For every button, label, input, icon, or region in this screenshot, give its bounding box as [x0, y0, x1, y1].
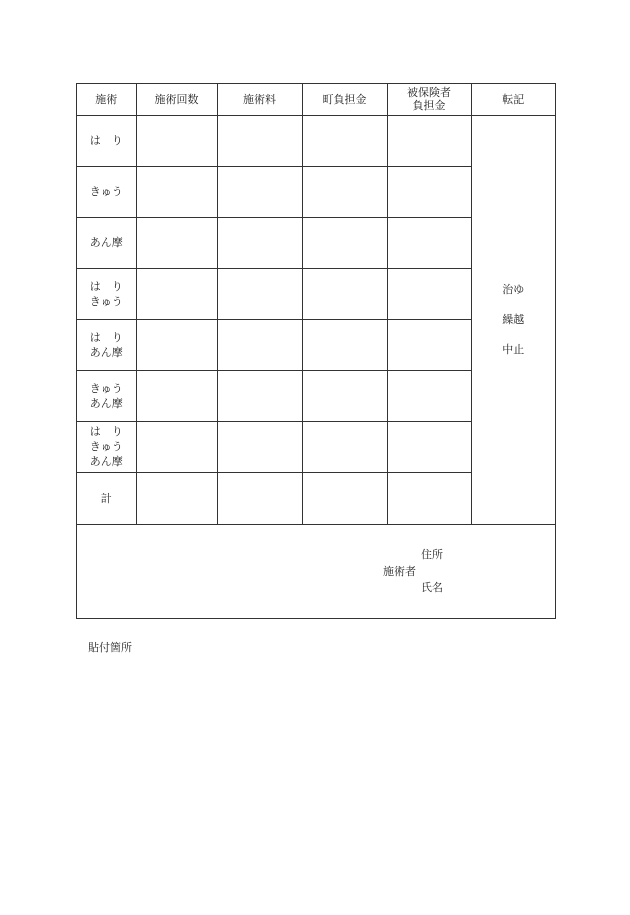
- town-share-cell[interactable]: [302, 421, 387, 472]
- signature-area: [77, 525, 555, 618]
- fee-cell[interactable]: [217, 319, 302, 370]
- fee-cell[interactable]: [217, 268, 302, 319]
- town-share-cell[interactable]: [302, 115, 387, 166]
- count-cell[interactable]: [136, 421, 217, 472]
- insured-share-cell[interactable]: [387, 217, 471, 268]
- remark-discontinued: 中止: [502, 342, 525, 356]
- count-cell[interactable]: [136, 370, 217, 421]
- row-label: は り あん摩: [77, 319, 136, 370]
- remark-carried-over: 繰越: [502, 312, 525, 326]
- count-cell[interactable]: [136, 319, 217, 370]
- table-row: [77, 115, 555, 166]
- insured-share-cell[interactable]: [387, 268, 471, 319]
- address-label: 住所: [421, 548, 443, 561]
- insured-share-cell[interactable]: [387, 115, 471, 166]
- count-cell[interactable]: [136, 115, 217, 166]
- insured-share-cell[interactable]: [387, 166, 471, 217]
- practitioner-label: 施術者: [383, 565, 416, 578]
- remarks-cell: [471, 115, 555, 524]
- table-header-row: [77, 84, 555, 115]
- count-cell[interactable]: [136, 166, 217, 217]
- fee-cell[interactable]: [217, 115, 302, 166]
- remark-cured: 治ゆ: [502, 282, 525, 296]
- name-label: 氏名: [421, 581, 443, 594]
- row-label: は り きゅう あん摩: [77, 421, 136, 472]
- town-share-cell[interactable]: [302, 472, 387, 524]
- treatment-table: [77, 84, 555, 525]
- header-town-share: 町負担金: [302, 84, 387, 115]
- fee-cell[interactable]: [217, 472, 302, 524]
- fee-cell[interactable]: [217, 217, 302, 268]
- insured-share-cell[interactable]: [387, 421, 471, 472]
- row-label: は り: [77, 115, 136, 166]
- total-label: 計: [77, 472, 136, 524]
- row-label: は り きゅう: [77, 268, 136, 319]
- row-label: きゅう: [77, 166, 136, 217]
- treatment-form: [76, 83, 556, 619]
- town-share-cell[interactable]: [302, 370, 387, 421]
- affix-location-label: 貼付箇所: [88, 641, 132, 654]
- town-share-cell[interactable]: [302, 217, 387, 268]
- header-count: 施術回数: [136, 84, 217, 115]
- count-cell[interactable]: [136, 472, 217, 524]
- count-cell[interactable]: [136, 268, 217, 319]
- row-label: あん摩: [77, 217, 136, 268]
- header-remarks: 転記: [471, 84, 555, 115]
- insured-share-cell[interactable]: [387, 370, 471, 421]
- fee-cell[interactable]: [217, 166, 302, 217]
- row-label: きゅう あん摩: [77, 370, 136, 421]
- insured-share-cell[interactable]: [387, 472, 471, 524]
- town-share-cell[interactable]: [302, 166, 387, 217]
- header-treatment: 施術: [77, 84, 136, 115]
- town-share-cell[interactable]: [302, 268, 387, 319]
- count-cell[interactable]: [136, 217, 217, 268]
- fee-cell[interactable]: [217, 421, 302, 472]
- insured-share-cell[interactable]: [387, 319, 471, 370]
- fee-cell[interactable]: [217, 370, 302, 421]
- town-share-cell[interactable]: [302, 319, 387, 370]
- header-insured-share: 被保険者 負担金: [387, 84, 471, 115]
- header-fee: 施術料: [217, 84, 302, 115]
